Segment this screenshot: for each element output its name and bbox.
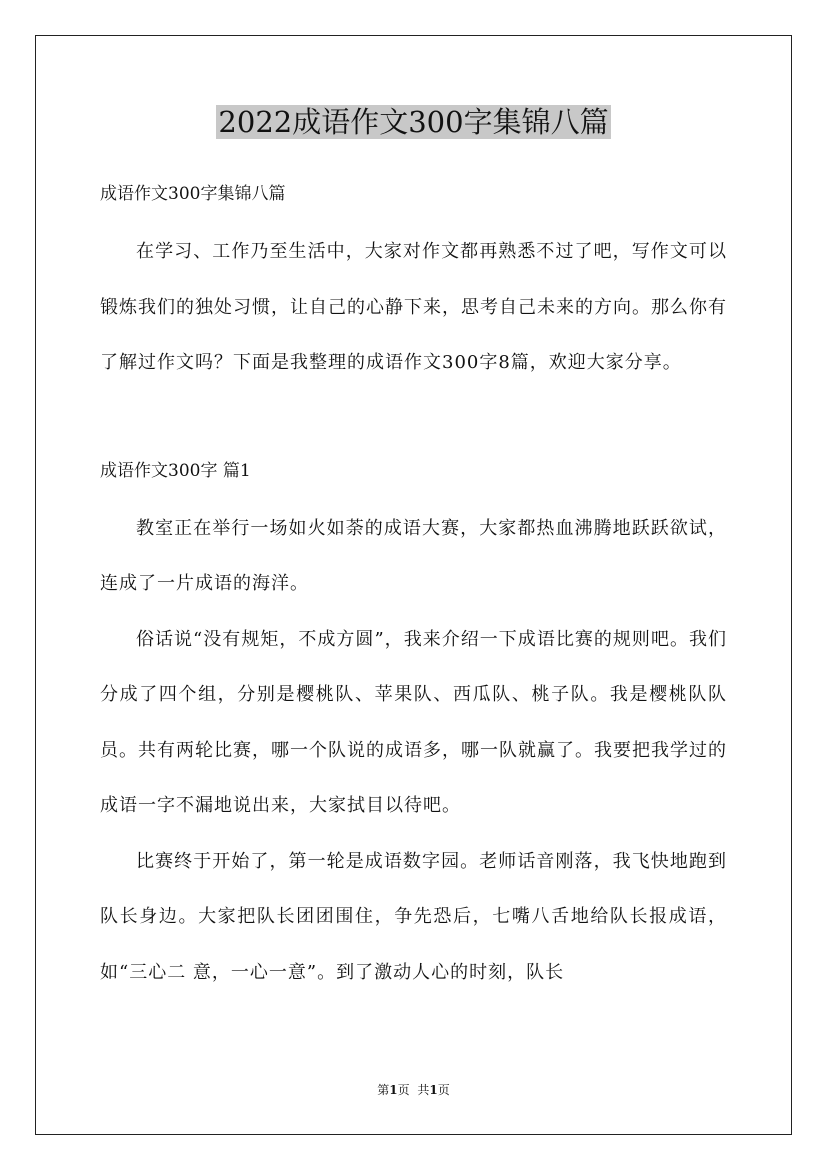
page-number-suffix: 页: [397, 1083, 410, 1097]
page-number-current: 1: [389, 1083, 398, 1097]
intro-paragraph: 在学习、工作乃至生活中，大家对作文都再熟悉不过了吧，写作文可以锻炼我们的独处习惯，让自己的心静下来，思考自己未来的方向。那么你有了解过作文吗？下面是我整理的成语作文300字8篇，欢迎大家分享。: [100, 241, 727, 373]
section-heading: 成语作文300字 篇1: [100, 460, 251, 481]
spacer: [100, 391, 727, 449]
document-title: [0, 101, 827, 143]
page-total-prefix: 共: [417, 1083, 430, 1097]
body-paragraph: 俗话说“没有规矩，不成方圆”，我来介绍一下成语比赛的规则吧。我们分成了四个组，分别是樱桃队、苹果队、西瓜队、桃子队。我是樱桃队队员。共有两轮比赛，哪一个队说的成语多，哪一队就赢了。我要把我学过的成语一字不漏地说出来，大家拭目以待吧。: [100, 628, 727, 816]
page-total-suffix: 页: [437, 1083, 450, 1097]
body-paragraph: 教室正在举行一场如火如荼的成语大赛，大家都热血沸腾地跃跃欲试，连成了一片成语的海洋。: [100, 517, 727, 594]
spacer: [100, 493, 727, 501]
page-total: 1: [429, 1083, 438, 1097]
document-title-text: 2022成语作文300字集锦八篇: [218, 105, 609, 139]
body-paragraph: 比赛终于开始了，第一轮是成语数字园。老师话音刚落，我飞快地跑到队长身边。大家把队长团团围住，争先恐后，七嘴八舌地给队长报成语，如“三心二 意，一心一意”。到了激动人心的时刻，队长: [100, 850, 727, 983]
document-subtitle: 成语作文300字集锦八篇: [100, 184, 286, 204]
document-body: [100, 172, 727, 1000]
page-number-prefix: 第: [377, 1083, 390, 1097]
spacer: [100, 216, 727, 224]
page-footer: [0, 1082, 827, 1098]
